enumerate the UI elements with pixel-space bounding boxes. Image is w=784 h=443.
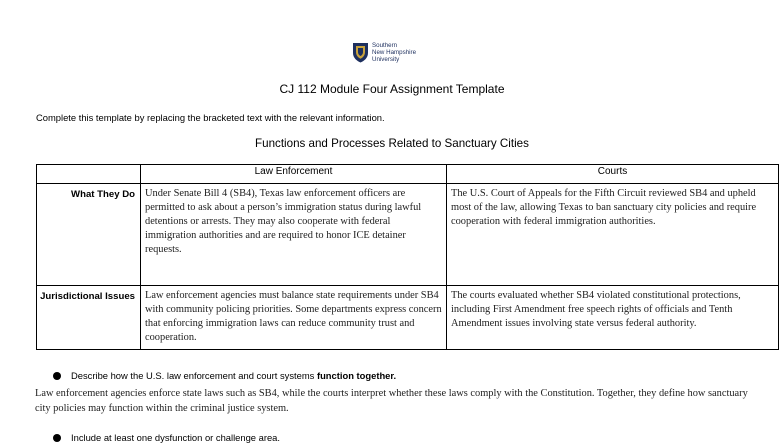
bullet-dot-icon: [53, 372, 61, 380]
what-they-do-courts-cell[interactable]: The U.S. Court of Appeals for the Fifth Circuit reviewed SB4 and upheld most of the law, allowing Texas to ban sanctuary city policies and require cooperation with federal immigration authorities.: [447, 184, 779, 286]
jurisdictional-courts-cell[interactable]: The courts evaluated whether SB4 violated constitutional protections, including First Amendment free speech rights of officials and Tenth Amendment issues involving state versus federal authority.: [447, 286, 779, 350]
row-label-jurisdictional-issues: Jurisdictional Issues: [37, 286, 141, 350]
table-header-empty: [37, 165, 141, 184]
table-header-row: [37, 165, 779, 184]
bullet-text-plain: Describe how the U.S. law enforcement and court systems: [71, 370, 317, 381]
instructions-text: Complete this template by replacing the bracketed text with the relevant information.: [36, 112, 385, 123]
table-header-law-enforcement: Law Enforcement: [141, 165, 447, 184]
table-header-courts: Courts: [447, 165, 779, 184]
logo-line-2: New Hampshire: [372, 49, 417, 56]
university-logo: [352, 42, 416, 63]
bullet-text: [71, 370, 396, 381]
logo-line-1: Southern: [372, 42, 398, 49]
logo-line-3: University: [372, 56, 400, 63]
bullet-dysfunction: [53, 432, 280, 443]
bullet-text-bold: function together.: [316, 370, 397, 381]
bullet-dot-icon: [53, 434, 61, 442]
answer-paragraph[interactable]: Law enforcement agencies enforce state laws such as SB4, while the courts interpret whether these laws comply with the Constitution. Together, they define how sanctuary city policies may function within the criminal justice system.: [35, 388, 748, 414]
section-title: Functions and Processes Related to Sanctuary Cities: [255, 137, 529, 150]
table-row: [37, 184, 779, 286]
document-title: CJ 112 Module Four Assignment Template: [279, 82, 505, 96]
shield-icon: [352, 42, 369, 63]
jurisdictional-law-enforcement-cell[interactable]: Law enforcement agencies must balance state requirements under SB4 with community policing priorities. Some departments express concern that enforcing immigration laws can reduce community trust and cooperation.: [141, 286, 447, 350]
table-row: [37, 286, 779, 350]
bullet-text: Include at least one dysfunction or challenge area.: [71, 432, 280, 443]
what-they-do-law-enforcement-cell[interactable]: Under Senate Bill 4 (SB4), Texas law enforcement officers are permitted to ask about a person’s immigration status during lawful detentions or arrests. They may also cooperate with federal immigration authorities and are required to honor ICE detainer requests.: [141, 184, 447, 286]
functions-table: [36, 164, 779, 350]
logo-wordmark: [372, 42, 416, 63]
row-label-what-they-do: What They Do: [37, 184, 141, 286]
bullet-function-together: [53, 370, 396, 381]
